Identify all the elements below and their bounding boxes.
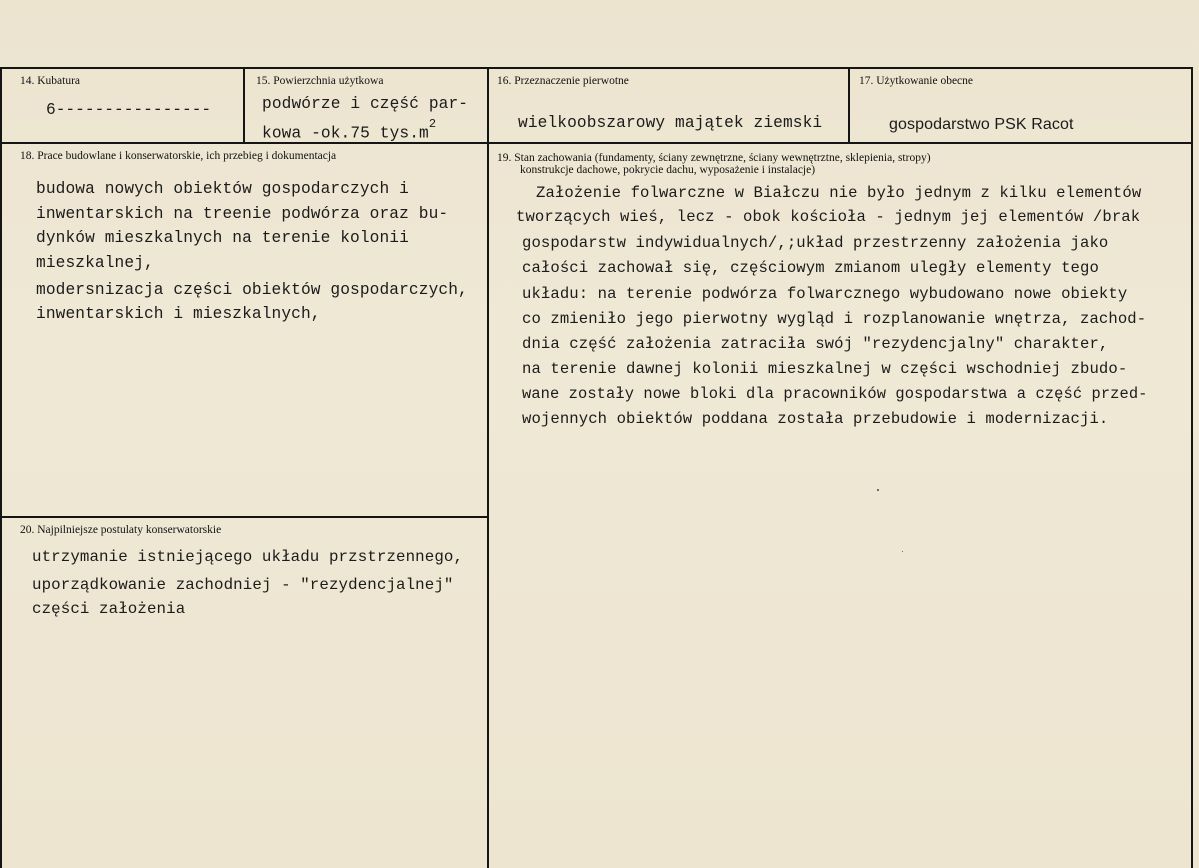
right-border [1191,67,1193,868]
field-18-line-6: inwentarskich i mieszkalnych, [36,305,321,323]
field-14-label: 14. Kubatura [20,75,81,87]
field-19-line-4: całości zachował się, częściowym zmianom uległy elementy tego [522,259,1099,277]
table-top-rule [0,67,1193,69]
field-17-label: 17. Użytkowanie obecne [859,75,974,87]
field-19-label-line-1: 19. Stan zachowania (fundamenty, ściany zewnętrzne, ściany wewnętrztne, sklepienia, stropy) [497,152,931,164]
field-19-line-3: gospodarstw indywidualnych/,;układ przestrzenny założenia jako [522,234,1109,252]
field-19-line-2: tworzących wieś, lecz - obok kościoła - jednym jej elementów /brak [516,208,1141,226]
field-20-line-3: części założenia [32,600,186,618]
field-20-line-2: uporządkowanie zachodniej - "rezydencjalnej" [32,576,454,594]
field-19-line-9: wane zostały nowe bloki dla pracowników gospodarstwa a część przed- [522,385,1148,403]
col-divider-16-17 [848,67,850,143]
field-18-label: 18. Prace budowlane i konserwatorskie, ich przebieg i dokumentacja [20,150,337,162]
field-19-line-1: Założenie folwarczne w Białczu nie było jednym z kilku elementów [536,184,1142,202]
field-15-value-text: kowa -ok.75 tys.m [262,124,429,143]
left-border [0,67,2,868]
field-19-line-7: dnia część założenia zatraciła swój "rezydencjalny" charakter, [522,335,1109,353]
paper-speck [902,551,903,552]
field-17-value: gospodarstwo PSK Racot [889,116,1074,133]
field-15-label: 15. Powierzchnia użytkowa [256,75,384,87]
field-16-label: 16. Przeznaczenie pierwotne [497,75,629,87]
field-18-line-1: budowa nowych obiektów gospodarczych i [36,180,409,198]
header-row-bottom-rule [0,142,1193,144]
field-18-line-2: inwentarskich na treenie podwórza oraz bu- [36,205,449,223]
col-divider-15-16 [487,67,489,868]
field-19-line-5: układu: na terenie podwórza folwarcznego wybudowano nowe obiekty [522,285,1128,303]
field-15-value-line-1: podwórze i część par- [262,95,469,113]
field-18-line-3: dynków mieszkalnych na terenie kolonii [36,229,409,247]
section-18-bottom-rule [0,516,489,518]
paper-speck [877,489,879,491]
col-divider-14-15 [243,67,245,143]
field-15-value-line-2 [262,116,436,146]
field-18-line-5: modersnizacja części obiektów gospodarczych, [36,281,468,299]
field-20-label: 20. Najpilniejsze postulaty konserwatorskie [20,524,222,536]
field-18-line-4: mieszkalnej, [36,254,154,272]
field-19-label-line-2: konstrukcje dachowe, pokrycie dachu, wyposażenie i instalacje) [520,164,816,176]
field-20-line-1: utrzymanie istniejącego układu przstrzennego, [32,548,464,566]
field-16-value: wielkoobszarowy majątek ziemski [518,114,823,132]
field-19-line-10: wojennych obiektów poddana została przebudowie i modernizacji. [522,410,1109,428]
field-14-value: 6---------------- [46,101,212,119]
field-19-line-6: co zmieniło jego pierwotny wygląd i rozplanowanie wnętrza, zachod- [522,310,1147,328]
field-19-line-8: na terenie dawnej kolonii mieszkalnej w części wschodniej zbudo- [522,360,1128,378]
field-15-superscript: 2 [428,117,437,131]
